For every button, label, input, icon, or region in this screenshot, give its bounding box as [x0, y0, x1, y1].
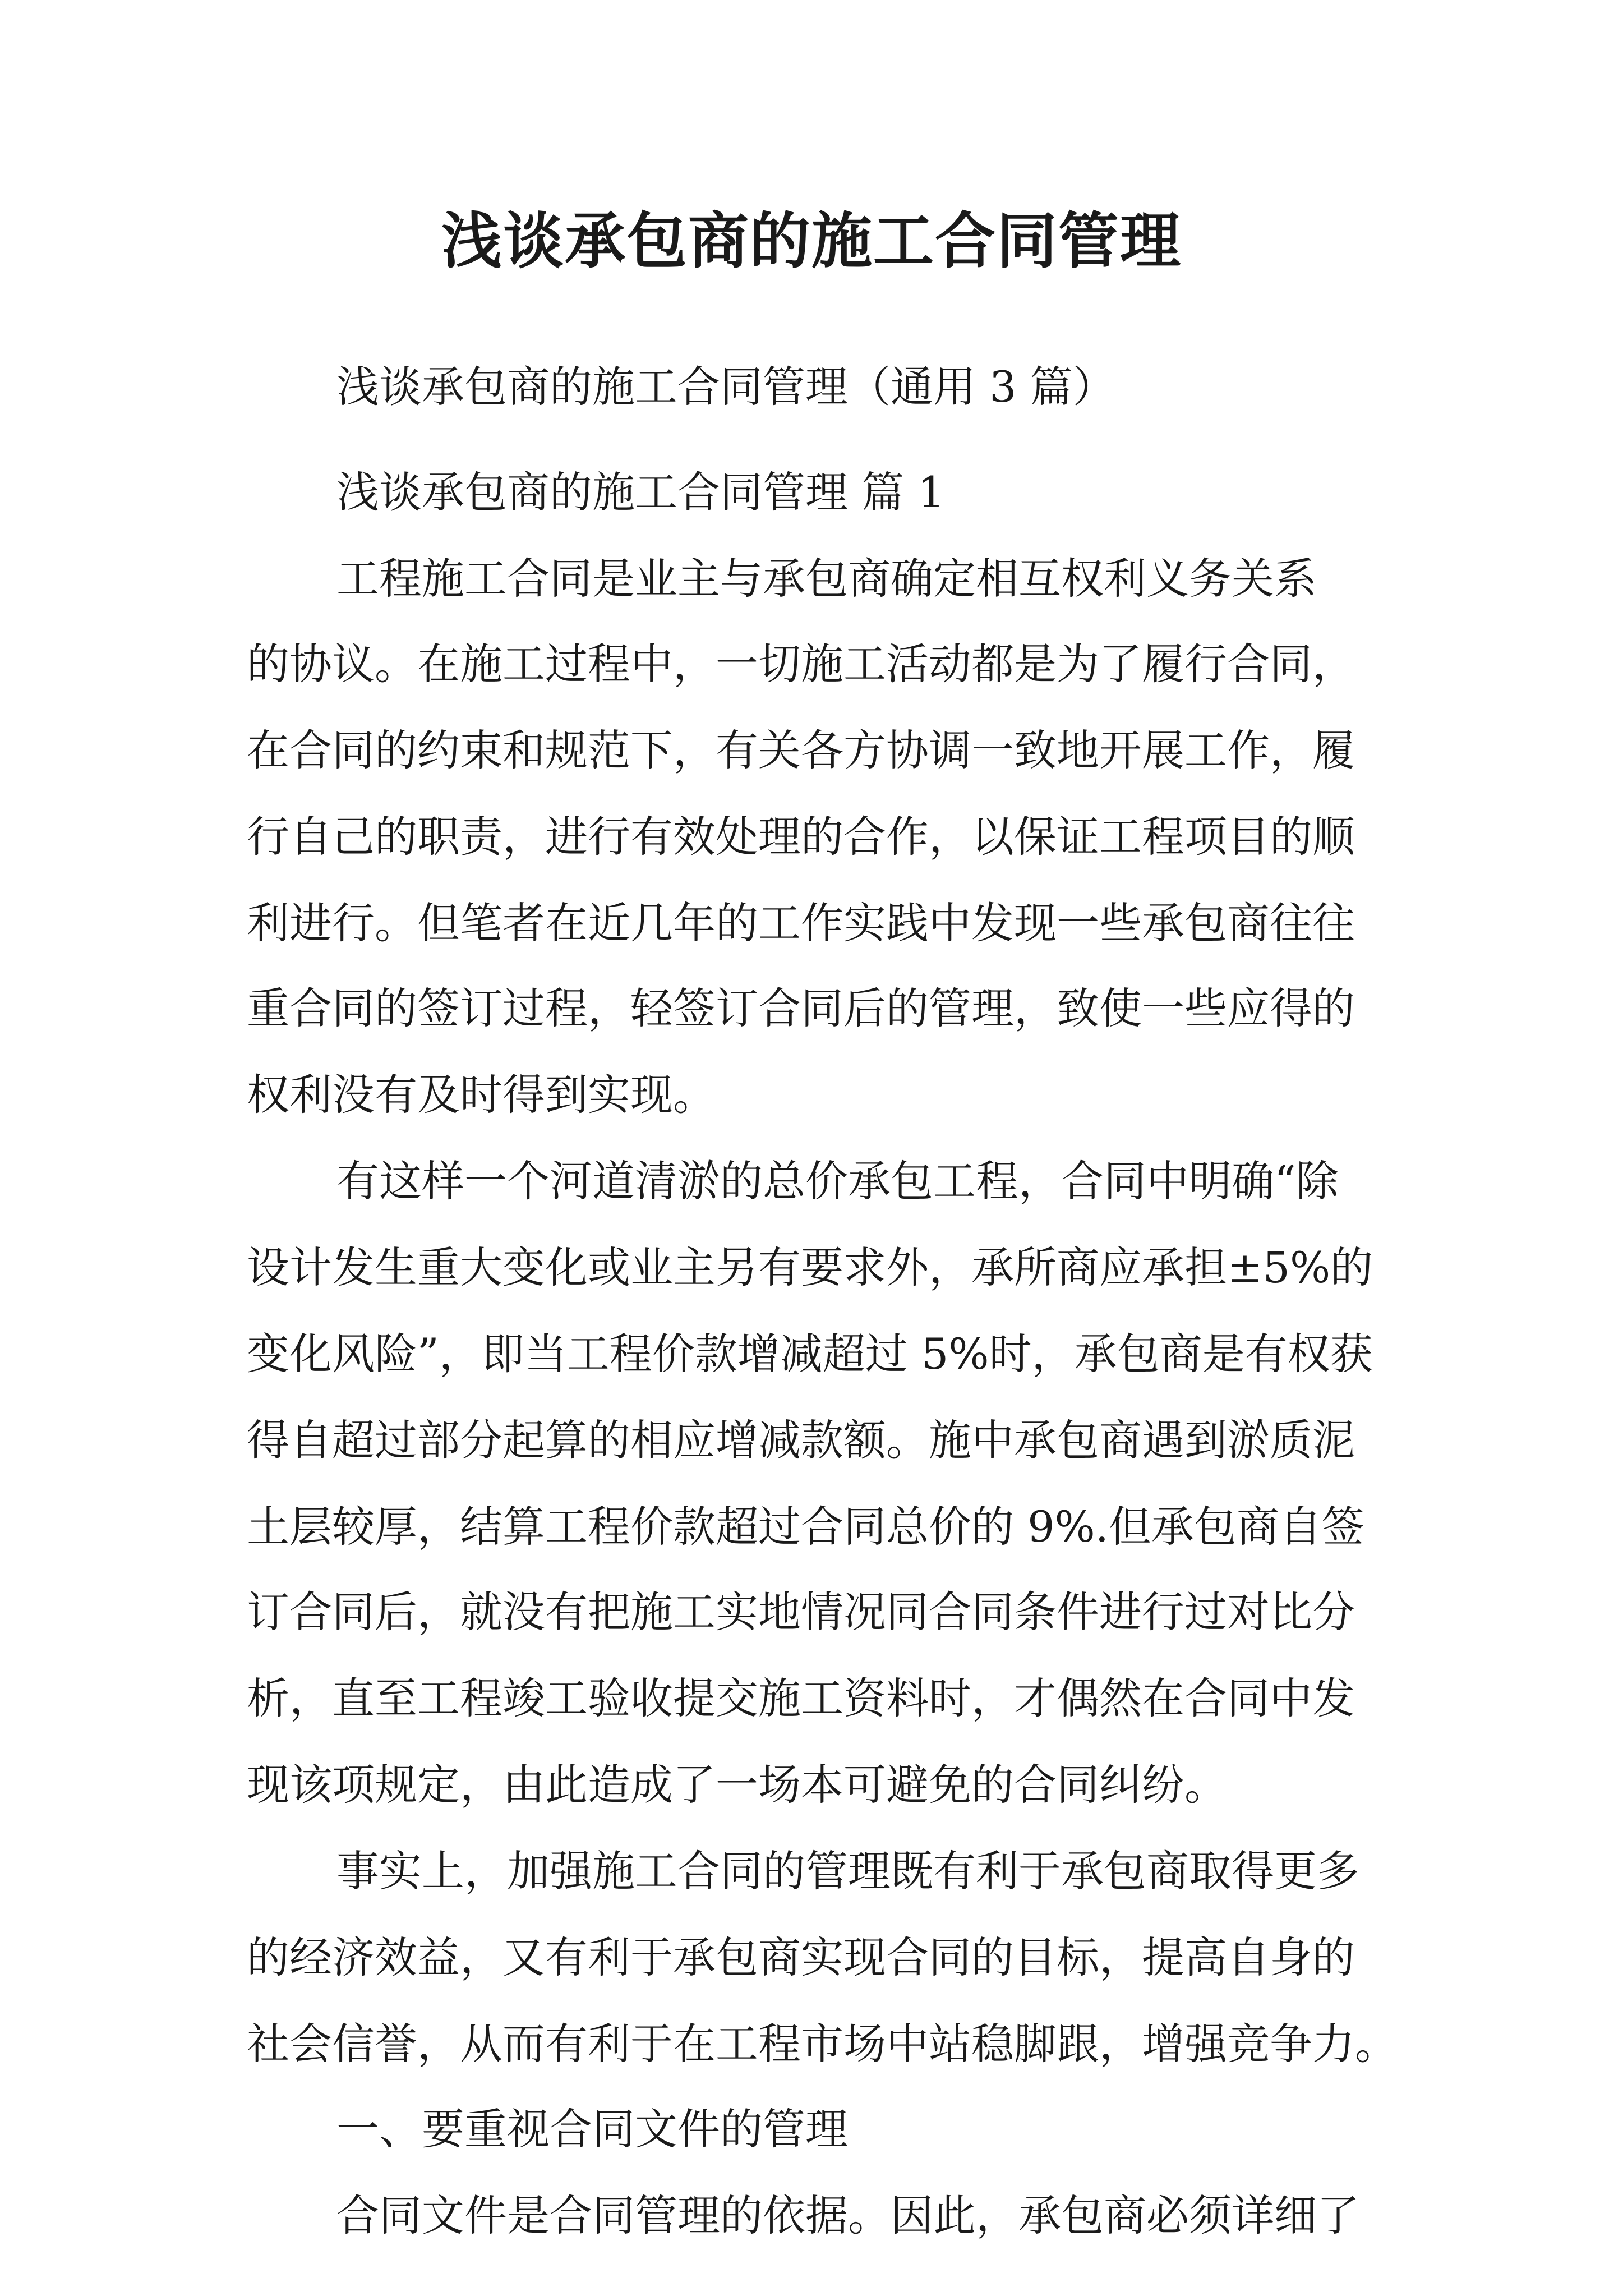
section-heading: 一、要重视合同文件的管理 — [336, 2104, 848, 2154]
paragraph-line: 现该项规定，由此造成了一场本可避免的合同纠纷。 — [247, 1760, 1227, 1810]
paragraph-line: 得自超过部分起算的相应增减款额。施中承包商遇到淤质泥 — [247, 1415, 1355, 1465]
paragraph-line: 析，直至工程竣工验收提交施工资料时，才偶然在合同中发 — [247, 1673, 1355, 1723]
paragraph-line: 重合同的签订过程，轻签订合同后的管理，致使一些应得的 — [247, 983, 1355, 1033]
paragraph-line: 权利没有及时得到实现。 — [247, 1070, 716, 1120]
document-title: 浅谈承包商的施工合同管理 — [441, 206, 1182, 277]
paragraph-line: 的经济效益，又有利于承包商实现合同的目标，提高自身的 — [247, 1932, 1355, 1982]
paragraph-line: 行自己的职责，进行有效处理的合作，以保证工程项目的顺 — [247, 812, 1355, 862]
paragraph-line: 社会信誉，从而有利于在工程市场中站稳脚跟，增强竞争力。 — [247, 2019, 1398, 2069]
paragraph-line: 订合同后，就没有把施工实地情况同合同条件进行过对比分 — [247, 1587, 1355, 1637]
paragraph-line: 事实上，加强施工合同的管理既有利于承包商取得更多 — [336, 1846, 1359, 1896]
subtitle-part: 浅谈承包商的施工合同管理 篇 1 — [336, 467, 945, 517]
paragraph-line: 的协议。在施工过程中，一切施工活动都是为了履行合同， — [247, 639, 1355, 689]
paragraph-line: 有这样一个河道清淤的总价承包工程，合同中明确“除 — [336, 1156, 1339, 1206]
paragraph-line: 在合同的约束和规范下，有关各方协调一致地开展工作，履 — [247, 725, 1355, 775]
paragraph-line: 变化风险”，即当工程价款增减超过 5%时，承包商是有权获 — [247, 1329, 1373, 1379]
paragraph-line: 合同文件是合同管理的依据。因此，承包商必须详细了 — [336, 2191, 1359, 2240]
paragraph-line: 设计发生重大变化或业主另有要求外，承所商应承担±5%的 — [247, 1243, 1373, 1292]
paragraph-line: 土层较厚，结算工程价款超过合同总价的 9%.但承包商自签 — [247, 1502, 1364, 1552]
paragraph-line: 利进行。但笔者在近几年的工作实践中发现一些承包商往往 — [247, 898, 1355, 948]
subtitle-general: 浅谈承包商的施工合同管理（通用 3 篇） — [336, 362, 1115, 412]
paragraph-line: 工程施工合同是业主与承包商确定相互权利义务关系 — [336, 554, 1317, 604]
